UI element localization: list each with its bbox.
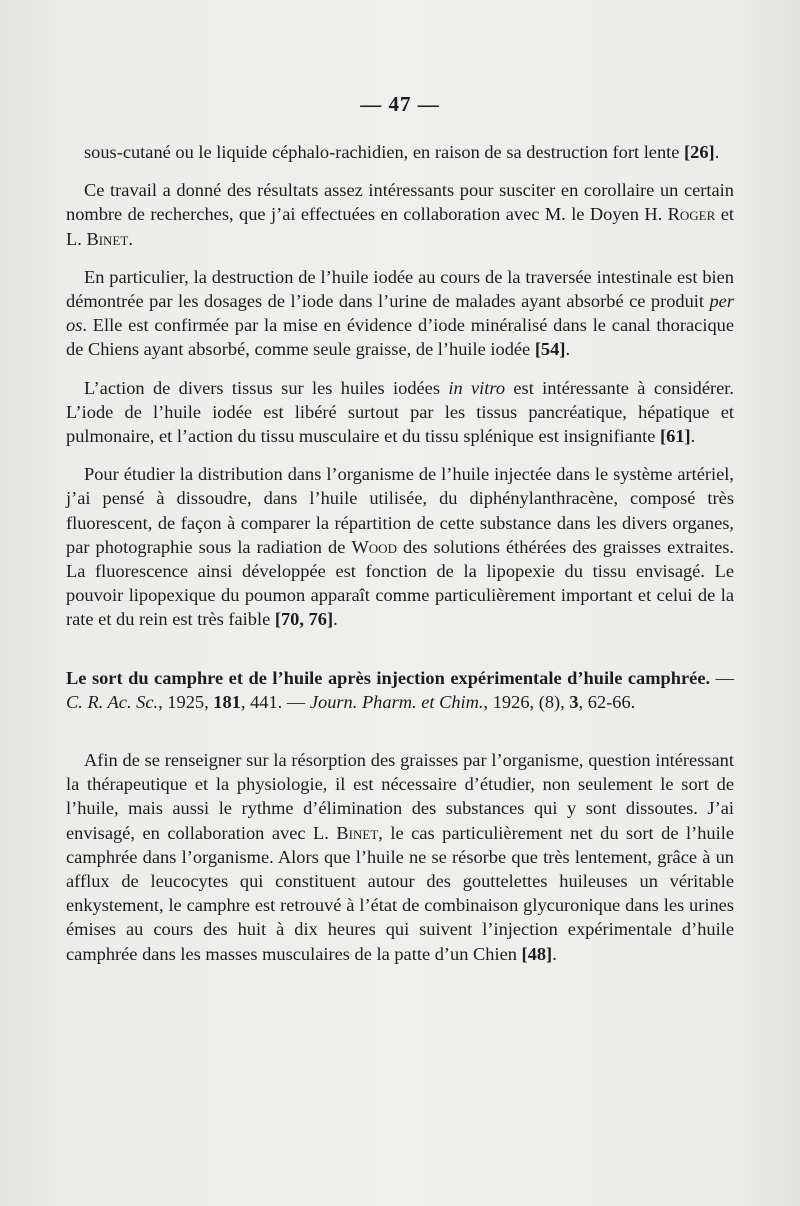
text-run: C. R. Ac. Sc. [66, 691, 159, 712]
text-run: L’action de divers tissus sur les huiles iodées [84, 377, 449, 398]
text-run: . [565, 339, 571, 360]
text-run: . [714, 142, 720, 162]
body-text [66, 140, 734, 980]
text-run: . [552, 943, 557, 964]
text-run: in vitro [448, 377, 506, 398]
paragraph-7 [66, 748, 734, 966]
text-run: [48] [521, 943, 553, 964]
paragraph-1 [66, 140, 734, 164]
text-run: . Elle est confirmée par la mise en évidence d’iode minéralisé dans le canal thoracique de Chiens ayant absorbé, comme seule graisse, de l’huile iodée [66, 315, 734, 360]
text-run: . [128, 228, 133, 249]
text-run: [26] [684, 142, 715, 162]
text-run: , le cas particulièrement net du sort de l’huile camphrée dans l’organisme. Alors que l’huile ne se résorbe que très lentement, grâce à un afflux de leucocytes qui constituent autour des gouttelettes huileuses un véritable enkystement, le camphre est retrouvé à l’état de combinaison glycuronique dans les urines émises au cours des huit à dix heures qui suivent l’injection expérimentale d’huile camphrée dans les masses musculaires de la patte d’un Chien [66, 822, 734, 964]
paragraph-4 [66, 376, 734, 449]
text-run: , 62-66. [578, 691, 636, 712]
paragraph-2 [66, 178, 734, 251]
text-run: Afin de se renseigner sur la résorption des graisses par l’organisme, question intéressant la thérapeutique et la physiologie, il est nécessaire d’étudier, non seulement le sort de l’huile, mais aussi le rythme d’élimination des substances qui y sont dissoutes. J’ai envisagé, en collaboration avec L. [66, 750, 734, 843]
paragraph-3 [66, 265, 734, 362]
text-run: Binet [336, 822, 379, 843]
text-run: Binet [86, 228, 129, 249]
text-run: , 1926, (8), [483, 691, 570, 712]
paragraph-5 [66, 462, 734, 631]
text-run: . [690, 426, 696, 447]
text-run: [54] [534, 339, 566, 360]
text-run: — [710, 667, 734, 688]
text-run: Pour étudier la distribution dans l’organisme de l’huile injectée dans le système artériel, j’ai pensé à dissoudre, dans l’huile utilisée, du diphénylanthracène, composé très fluorescent, de façon à comparer la répartition de cette substance dans les divers organes, par photographie sous la radiation de [66, 464, 734, 557]
text-run: 3 [569, 691, 579, 712]
text-run: Wood [351, 536, 397, 557]
text-run: sous-cutané ou le liquide céphalo-rachidien, en raison de sa destruction fort lente [84, 142, 685, 162]
text-run: , 441. — [240, 691, 310, 712]
text-run: 181 [213, 691, 241, 712]
text-run: Roger [667, 204, 716, 225]
text-run: Le sort du camphre et de l’huile après injection expérimentale d’huile camphrée. [66, 667, 711, 688]
text-run: est intéressante à considérer. L’iode de l’huile iodée est libéré surtout par les tissus pancréatique, hépatique et pulmonaire, et l’action du tissu musculaire et du tissu splénique est insignifiante [66, 377, 734, 447]
text-run: [70, 76] [274, 609, 334, 630]
text-run: per os [66, 291, 734, 336]
text-run: En particulier, la destruction de l’huile iodée au cours de la traversée intestinale est bien démontrée par les dosages de l’iode dans l’urine de malades ayant absorbé ce produit [66, 266, 734, 312]
text-run: Ce travail a donné des résultats assez intéressants pour susciter en corollaire un certain nombre de recherches, que j’ai effectuées en collaboration avec M. le Doyen H. [66, 180, 734, 225]
text-run: . [333, 609, 338, 630]
text-run: [61] [660, 426, 691, 447]
text-run: , 1925, [158, 691, 214, 712]
text-run: Journ. Pharm. et Chim. [309, 691, 484, 712]
page-number: — 47 — [360, 92, 440, 116]
text-run: et L. [66, 204, 734, 249]
text-run: des solutions éthérées des graisses extraites. La fluorescence ainsi développée est fonction de la lipopexie du tissu envisagé. Le pouvoir lipopexique du poumon apparaît comme particulièrement important et celui de la rate et du rein est très faible [66, 536, 734, 630]
section-heading-camphre [66, 666, 734, 714]
